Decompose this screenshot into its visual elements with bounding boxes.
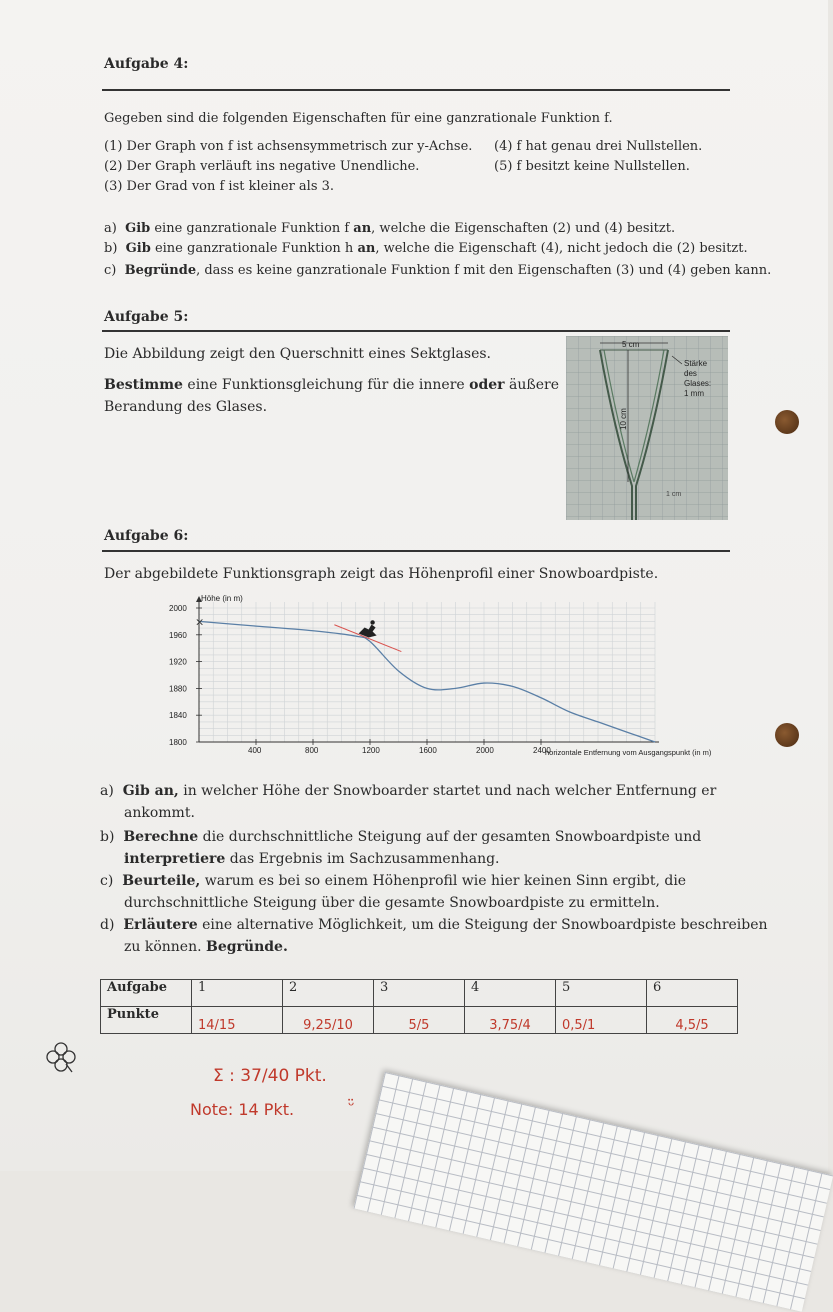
x-tick-label: 1200 <box>362 746 380 755</box>
score-points: 3,75/4 <box>465 1007 556 1034</box>
task-text: das Ergebnis im Sachzusammenhang. <box>225 851 500 867</box>
a6-task-d-cont <box>124 939 288 955</box>
score-points: 9,25/10 <box>283 1007 374 1034</box>
a5-text: äußere <box>504 377 559 393</box>
task-verb: an <box>353 221 372 236</box>
a6-task-a <box>100 783 716 799</box>
a5-verb: Bestimme <box>104 377 183 393</box>
a4-task-b <box>104 241 748 256</box>
y-tick-label: 1960 <box>169 630 187 640</box>
a4-task-c <box>104 263 771 278</box>
task-label: a) <box>100 783 114 799</box>
x-tick-label: 2400 <box>533 746 551 755</box>
task-text: , welche die Eigenschaften (2) und (4) besitzt. <box>371 221 676 236</box>
score-task: 2 <box>283 980 374 1007</box>
smiley-doodle: ᵕ̈ <box>348 1096 355 1115</box>
a6-task-c <box>100 873 686 889</box>
y-axis-label: Höhe (in m) <box>201 594 243 603</box>
a4-prop-1: (1) Der Graph von f ist achsensymmetrisch zur y-Achse. <box>104 139 473 154</box>
y-tick-label: 2000 <box>169 604 187 613</box>
a4-prop-4: (4) f hat genau drei Nullstellen. <box>494 139 703 154</box>
note-line-2: des <box>684 369 697 378</box>
a6-intro: Der abgebildete Funktionsgraph zeigt das Höhenprofil einer Snowboardpiste. <box>104 566 659 582</box>
a5-line1: Die Abbildung zeigt den Querschnitt eines Sektglases. <box>104 346 492 362</box>
task-verb: Begründe. <box>206 939 288 955</box>
score-task: 6 <box>647 980 738 1007</box>
task-verb: Gib <box>125 241 151 256</box>
width-label: 5 cm <box>622 340 640 349</box>
chart-ticks <box>169 604 551 755</box>
task-text: in welcher Höhe der Snowboarder startet und nach welcher Entfernung er <box>178 783 717 799</box>
score-points: 5/5 <box>374 1007 465 1034</box>
note-line-1: Stärke <box>684 359 708 368</box>
x-tick-label: 2000 <box>476 746 494 755</box>
a6-title: Aufgabe 6: <box>104 528 189 544</box>
task-label: c) <box>100 873 114 889</box>
chart-axes <box>196 596 659 742</box>
task-text: eine alternative Möglichkeit, um die Steigung der Snowboardpiste beschreiben <box>197 917 768 933</box>
task-text: die durchschnittliche Steigung auf der gesamten Snowboardpiste und <box>198 829 702 845</box>
task-verb: Berechne <box>123 829 199 845</box>
height-profile-chart <box>165 592 712 772</box>
a5-title: Aufgabe 5: <box>104 309 189 325</box>
a4-rule <box>102 89 730 91</box>
a5-text: eine Funktionsgleichung für die innere <box>182 377 470 393</box>
a4-intro: Gegeben sind die folgenden Eigenschaften für eine ganzrationale Funktion f. <box>104 111 613 126</box>
a4-task-a <box>104 221 675 236</box>
a4-prop-3: (3) Der Grad von f ist kleiner als 3. <box>104 179 335 194</box>
chart-grid <box>199 602 655 742</box>
score-task: 3 <box>374 980 465 1007</box>
score-task: 1 <box>192 980 283 1007</box>
task-label: b) <box>104 241 118 256</box>
score-row-points <box>101 1007 738 1034</box>
task-label: d) <box>100 917 115 933</box>
task-text: zu können. <box>124 939 206 955</box>
a4-prop-2: (2) Der Graph verläuft ins negative Unendliche. <box>104 159 420 174</box>
score-points-label: Punkte <box>101 1007 192 1034</box>
task-verb: Begründe <box>124 263 197 278</box>
champagne-glass-figure <box>566 336 728 520</box>
stem-label: 1 cm <box>666 491 682 498</box>
score-header-label: Aufgabe <box>101 980 192 1007</box>
final-grade: Note: 14 Pkt. <box>190 1100 295 1119</box>
note-line-3: Glases: <box>684 379 712 388</box>
punch-hole-bottom <box>775 723 799 747</box>
total-sum: Σ : 37/40 Pkt. <box>213 1066 327 1086</box>
a6-task-a-cont: ankommt. <box>124 805 195 821</box>
task-text: , welche die Eigenschaft (4), nicht jedoch die (2) besitzt. <box>375 241 748 256</box>
task-verb: interpretiere <box>124 851 226 867</box>
height-label: 10 cm <box>619 408 628 430</box>
task-verb: Erläutere <box>123 917 198 933</box>
score-points: 4,5/5 <box>647 1007 738 1034</box>
a5-line2 <box>104 377 559 393</box>
a6-rule <box>102 550 730 552</box>
a5-line3: Berandung des Glases. <box>104 399 268 415</box>
score-points: 0,5/1 <box>556 1007 647 1034</box>
a5-oder: oder <box>469 377 505 393</box>
task-verb: Gib <box>125 221 151 236</box>
score-task: 4 <box>465 980 556 1007</box>
task-label: c) <box>104 263 117 278</box>
clover-doodle-icon <box>44 1040 78 1074</box>
x-tick-label: 1600 <box>419 746 437 755</box>
task-label: a) <box>104 221 117 236</box>
a6-task-c-cont: durchschnittliche Steigung über die gesamte Snowboardpiste zu ermitteln. <box>124 895 660 911</box>
task-verb: an <box>357 241 376 256</box>
a6-task-b <box>100 829 701 845</box>
task-label: b) <box>100 829 115 845</box>
x-axis-label: horizontale Entfernung vom Ausgangspunkt (in m) <box>545 748 712 757</box>
tangent-line <box>334 625 401 652</box>
task-text: eine ganzrationale Funktion h <box>150 241 358 256</box>
score-row-tasks <box>101 980 738 1007</box>
x-tick-label: 400 <box>248 746 262 755</box>
task-verb: Beurteile, <box>122 873 201 889</box>
y-tick-label: 1920 <box>169 657 187 667</box>
a6-task-b-cont <box>124 851 500 867</box>
task-text: warum es bei so einem Höhenprofil wie hier keinen Sinn ergibt, die <box>200 873 687 889</box>
task-verb: Gib an, <box>122 783 179 799</box>
note-line-4: 1 mm <box>684 389 704 398</box>
score-points: 14/15 <box>192 1007 283 1034</box>
a4-title: Aufgabe 4: <box>104 56 189 72</box>
task-text: eine ganzrationale Funktion f <box>150 221 354 236</box>
punch-hole-top <box>775 410 799 434</box>
a5-rule <box>102 330 730 332</box>
y-tick-label: 1800 <box>169 738 187 747</box>
a4-prop-5: (5) f besitzt keine Nullstellen. <box>494 159 690 174</box>
task-text: , dass es keine ganzrationale Funktion f mit den Eigenschaften (3) und (4) geben kann. <box>196 263 772 278</box>
y-tick-label: 1880 <box>169 684 187 694</box>
score-task: 5 <box>556 980 647 1007</box>
score-table <box>100 979 738 1034</box>
start-marker: × <box>195 615 205 629</box>
y-tick-label: 1840 <box>169 711 187 721</box>
x-tick-label: 800 <box>305 746 319 755</box>
a6-task-d <box>100 917 768 933</box>
